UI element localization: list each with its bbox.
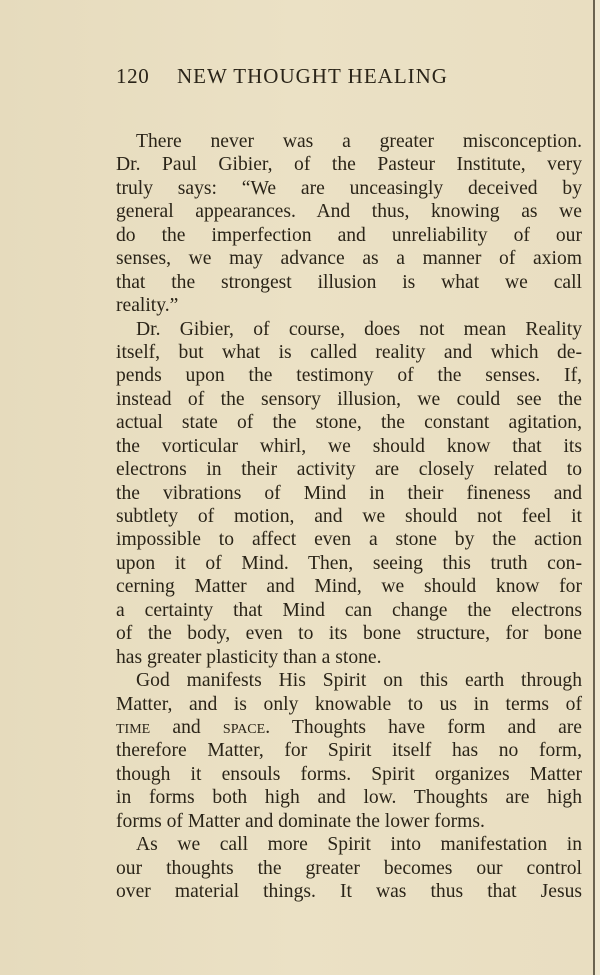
text-line: reality.” xyxy=(116,295,179,317)
text-line: do the imperfection and unreliability of our xyxy=(116,224,582,246)
page-number: 120 xyxy=(116,64,150,88)
text-line: has greater plasticity than a stone. xyxy=(116,646,382,668)
text-line: a certainty that Mind can change the electrons xyxy=(116,599,582,621)
page-margin-strip xyxy=(595,0,600,975)
text-line: of the body, even to its bone structure, for bone xyxy=(116,623,582,645)
text-line xyxy=(116,716,582,739)
text-line: itself, but what is called reality and which de- xyxy=(116,341,582,363)
text-line: the vibrations of Mind in their fineness and xyxy=(116,482,582,504)
small-caps-word: time xyxy=(116,716,151,738)
text-line: upon it of Mind. Then, seeing this truth con- xyxy=(116,552,582,574)
text-line: impossible to affect even a stone by the action xyxy=(116,529,582,551)
text-line: senses, we may advance as a manner of axiom xyxy=(116,248,582,270)
text-line: truly says: “We are unceasingly deceived by xyxy=(116,177,582,199)
text-line: forms of Matter and dominate the lower forms. xyxy=(116,810,485,832)
text-line: cerning Matter and Mind, we should know for xyxy=(116,576,582,598)
text-line: Dr. Gibier, of course, does not mean Reality xyxy=(136,318,582,340)
running-head: NEW THOUGHT HEALING xyxy=(177,64,448,88)
small-caps-word: space. xyxy=(222,716,271,738)
text-line: electrons in their activity are closely related to xyxy=(116,459,582,481)
text-line: our thoughts the greater becomes our control xyxy=(116,857,582,879)
page-header xyxy=(116,64,586,92)
text-line: the vorticular whirl, we should know that its xyxy=(116,435,582,457)
text-segment: and xyxy=(150,716,223,738)
text-line: over material things. It was thus that Jesus xyxy=(116,881,582,902)
text-line: general appearances. And thus, knowing as we xyxy=(116,201,582,223)
text-line: instead of the sensory illusion, we could see the xyxy=(116,388,582,410)
text-line: Dr. Paul Gibier, of the Pasteur Institute, very xyxy=(116,154,582,176)
text-line: that the strongest illusion is what we call xyxy=(116,271,582,293)
text-line: actual state of the stone, the constant agitation, xyxy=(116,412,582,434)
text-line: As we call more Spirit into manifestation in xyxy=(136,834,582,856)
body-text xyxy=(116,130,582,903)
text-line: in forms both high and low. Thoughts are high xyxy=(116,787,582,809)
text-line: subtlety of motion, and we should not feel it xyxy=(116,506,582,527)
text-line: therefore Matter, for Spirit itself has no form, xyxy=(116,740,582,762)
text-line: though it ensouls forms. Spirit organizes Matter xyxy=(116,763,582,785)
text-line: There never was a greater misconception. xyxy=(136,131,582,152)
text-line: God manifests His Spirit on this earth through xyxy=(136,670,582,692)
text-line: pends upon the testimony of the senses. If, xyxy=(116,365,582,387)
text-segment: Thoughts have form and are xyxy=(270,716,582,738)
text-line: Matter, and is only knowable to us in terms of xyxy=(116,693,582,715)
